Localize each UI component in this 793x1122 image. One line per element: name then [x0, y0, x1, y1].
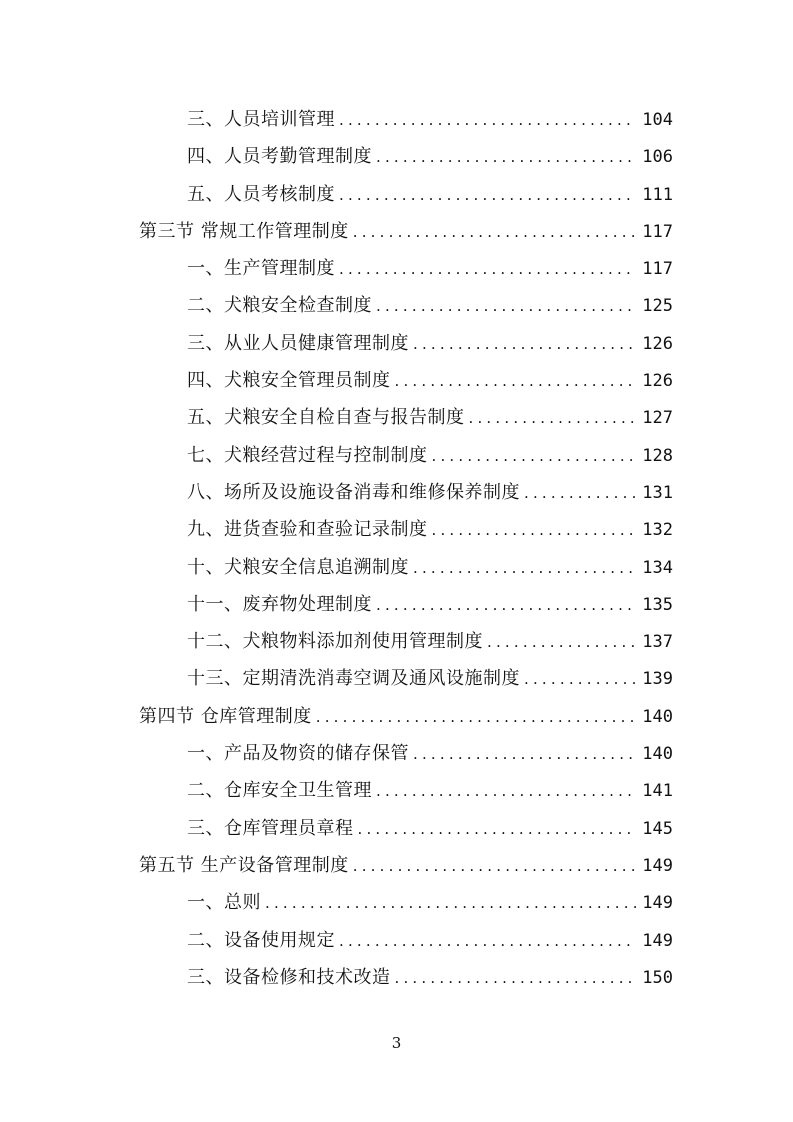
toc-entry-page-number: 132	[642, 520, 673, 541]
toc-subsection-entry	[0, 659, 793, 696]
toc-subsection-entry	[0, 734, 793, 771]
toc-entry-title: 九、进货查验和查验记录制度	[187, 519, 428, 541]
toc-entry-title: 第三节 常规工作管理制度	[139, 220, 349, 242]
toc-entry-line	[187, 293, 673, 319]
toc-entry-line	[139, 704, 673, 730]
toc-entry-page-number: 127	[642, 408, 673, 429]
toc-entry-line	[139, 219, 673, 245]
toc-entry-line	[187, 405, 673, 431]
toc-subsection-entry	[0, 883, 793, 920]
dot-leader	[339, 107, 636, 133]
toc-section-entry	[0, 697, 793, 734]
dot-leader	[395, 368, 637, 394]
toc-entry-page-number: 117	[642, 221, 673, 242]
dot-leader	[469, 405, 637, 431]
dot-leader	[339, 182, 636, 208]
dot-leader	[353, 853, 637, 879]
toc-entry-title: 十、犬粮安全信息追溯制度	[187, 556, 409, 578]
toc-entry-title: 一、总则	[187, 892, 261, 914]
toc-entry-title: 十三、定期清洗消毒空调及通风设施制度	[187, 668, 520, 690]
toc-entry-title: 三、仓库管理员章程	[187, 817, 354, 839]
dot-leader	[339, 928, 636, 954]
toc-entry-page-number: 139	[642, 669, 673, 690]
toc-entry-page-number: 137	[642, 632, 673, 653]
dot-leader	[339, 256, 636, 282]
toc-entry-page-number: 125	[642, 296, 673, 317]
toc-entry-title: 七、犬粮经营过程与控制制度	[187, 444, 428, 466]
toc-entry-line	[187, 517, 673, 543]
toc-entry-title: 五、犬粮安全自检自查与报告制度	[187, 407, 465, 429]
toc-subsection-entry	[0, 398, 793, 435]
toc-subsection-entry	[0, 510, 793, 547]
toc-entry-line	[187, 666, 673, 692]
toc-subsection-entry	[0, 137, 793, 174]
dot-leader	[413, 331, 636, 357]
page-number: 3	[391, 1034, 402, 1052]
toc-entry-title: 三、人员培训管理	[187, 109, 335, 130]
toc-entry-line	[187, 480, 673, 506]
toc-entry-title: 第四节 仓库管理制度	[139, 705, 312, 727]
toc-entry-page-number: 149	[642, 855, 673, 876]
dot-leader	[487, 629, 636, 655]
toc-entry-page-number: 134	[642, 557, 673, 578]
toc-entry-title: 三、设备检修和技术改造	[187, 966, 391, 988]
toc-subsection-entry	[0, 249, 793, 286]
toc-entry-title: 一、生产管理制度	[187, 258, 335, 280]
toc-entry-title: 第五节 生产设备管理制度	[139, 854, 349, 876]
toc-entry-title: 八、场所及设施设备消毒和维修保养制度	[187, 481, 520, 503]
toc-entry-page-number: 145	[642, 818, 673, 839]
toc-entry-line	[139, 853, 673, 879]
toc-entry-title: 二、设备使用规定	[187, 929, 335, 951]
toc-entry-line	[187, 741, 673, 767]
toc-subsection-entry	[0, 286, 793, 323]
toc-entry-page-number: 149	[642, 893, 673, 914]
toc-entry-page-number: 111	[642, 184, 673, 205]
toc-subsection-entry	[0, 809, 793, 846]
toc-section-entry	[0, 212, 793, 249]
toc-subsection-entry	[0, 361, 793, 398]
toc-entry-line	[187, 331, 673, 357]
dot-leader	[376, 592, 636, 618]
toc-entry-page-number: 141	[642, 781, 673, 802]
toc-entry-page-number: 150	[642, 967, 673, 988]
toc-entry-page-number: 131	[642, 482, 673, 503]
toc-entry-line	[187, 555, 673, 581]
toc-entry-title: 十一、废弃物处理制度	[187, 593, 372, 615]
dot-leader	[432, 443, 637, 469]
toc-entry-line	[187, 368, 673, 394]
toc-entry-line	[187, 890, 673, 916]
toc-subsection-entry	[0, 921, 793, 958]
toc-subsection-entry	[0, 436, 793, 473]
toc-entry-page-number: 117	[642, 259, 673, 280]
dot-leader	[376, 144, 636, 170]
toc-entry-page-number: 128	[642, 445, 673, 466]
toc-subsection-entry	[0, 100, 793, 137]
toc-subsection-entry	[0, 324, 793, 361]
dot-leader	[376, 293, 636, 319]
toc-entry-line	[187, 592, 673, 618]
toc-entry-line	[187, 107, 673, 133]
toc-entry-line	[187, 928, 673, 954]
toc-entry-title: 一、产品及物资的储存保管	[187, 743, 409, 765]
toc-subsection-entry	[0, 771, 793, 808]
dot-leader	[524, 480, 636, 506]
dot-leader	[395, 965, 637, 991]
toc-entry-title: 十二、犬粮物料添加剂使用管理制度	[187, 631, 483, 653]
dot-leader	[353, 219, 637, 245]
toc-entry-title: 二、犬粮安全检查制度	[187, 295, 372, 317]
toc-entry-title: 四、犬粮安全管理员制度	[187, 370, 391, 392]
toc-subsection-entry	[0, 622, 793, 659]
toc-subsection-entry	[0, 175, 793, 212]
toc-entry-title: 三、从业人员健康管理制度	[187, 332, 409, 354]
toc-subsection-entry	[0, 548, 793, 585]
toc-entry-line	[187, 778, 673, 804]
dot-leader	[358, 816, 637, 842]
dot-leader	[413, 741, 636, 767]
toc-entry-title: 四、人员考勤管理制度	[187, 146, 372, 168]
toc-entry-line	[187, 256, 673, 282]
dot-leader	[316, 704, 637, 730]
toc-entry-page-number: 126	[642, 333, 673, 354]
toc-entry-page-number: 126	[642, 371, 673, 392]
toc-section-entry	[0, 846, 793, 883]
toc-entry-page-number: 135	[642, 594, 673, 615]
dot-leader	[524, 666, 636, 692]
table-of-contents	[0, 100, 793, 995]
toc-entry-page-number: 149	[642, 930, 673, 951]
toc-entry-page-number: 104	[642, 110, 673, 130]
toc-entry-page-number: 106	[642, 147, 673, 168]
toc-subsection-entry	[0, 585, 793, 622]
dot-leader	[432, 517, 637, 543]
toc-subsection-entry	[0, 473, 793, 510]
toc-entry-line	[187, 965, 673, 991]
toc-subsection-entry	[0, 958, 793, 995]
toc-entry-page-number: 140	[642, 744, 673, 765]
toc-entry-title: 五、人员考核制度	[187, 183, 335, 205]
toc-entry-page-number: 140	[642, 706, 673, 727]
dot-leader	[376, 778, 636, 804]
dot-leader	[265, 890, 636, 916]
toc-entry-line	[187, 182, 673, 208]
toc-entry-line	[187, 443, 673, 469]
toc-entry-line	[187, 816, 673, 842]
toc-entry-line	[187, 629, 673, 655]
toc-entry-line	[187, 144, 673, 170]
toc-entry-title: 二、仓库安全卫生管理	[187, 780, 372, 802]
dot-leader	[413, 555, 636, 581]
